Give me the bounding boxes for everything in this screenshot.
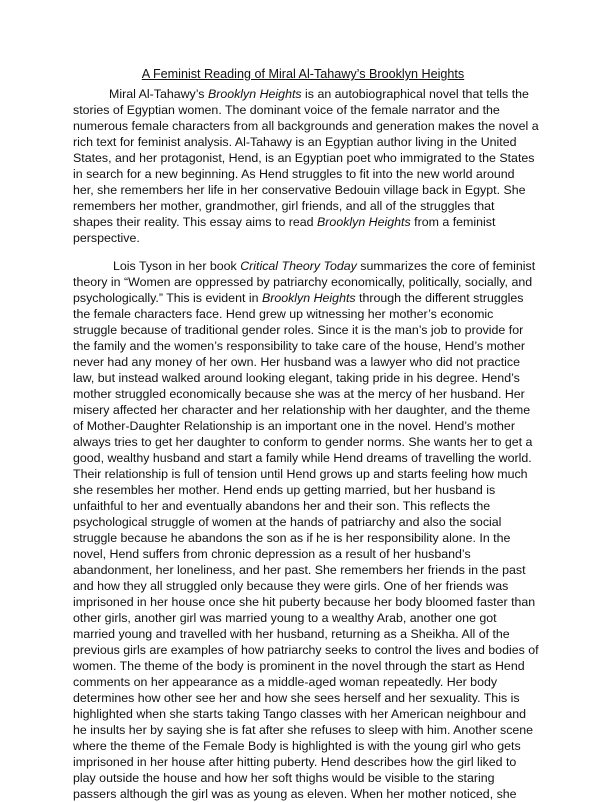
paragraph-2-line bbox=[73, 290, 606, 306]
paragraph-2-line: play outside the house and how her soft thighs would be visible to the staring bbox=[73, 771, 495, 785]
paragraph-2-line bbox=[73, 258, 606, 274]
paragraph-2-line: always tries to get her daughter to conform to gender norms. She wants her to get a bbox=[73, 435, 533, 449]
paragraph-2-line: theory in “Women are oppressed by patriarchy economically, politically, socially, and bbox=[73, 275, 533, 289]
paragraph-1-line bbox=[73, 86, 606, 102]
paragraph-2-line: highlighted when she starts taking Tango classes with her American neighbour and bbox=[73, 707, 526, 721]
text-span: psychologically.” This is evident in bbox=[73, 291, 262, 305]
paragraph-1-line: stories of Egyptian women. The dominant voice of the female narrator and the bbox=[73, 103, 500, 117]
paragraph-2-line: the family and the women’s responsibility to take care of the house, Hend’s mother bbox=[73, 339, 526, 353]
paragraph-1-line: States, and her protagonist, Hend, is an Egyptian poet who immigrated to the States bbox=[73, 151, 535, 165]
paragraph-2-line: other girls, another girl was married young to a wealthy Arab, another one got bbox=[73, 611, 497, 625]
paragraph-2-line: she resembles her mother. Hend ends up getting married, but her husband is bbox=[73, 483, 496, 497]
paragraph-2-line: and how they all struggled only because they were girls. One of her friends was bbox=[73, 579, 509, 593]
paragraph-2-line: imprisoned in her house after hitting puberty. Hend describes how the girl liked to bbox=[73, 755, 517, 769]
paragraph-2-line: he insults her by saying she is fat after she refuses to sleep with him. Another scene bbox=[73, 723, 534, 737]
paragraph-1-line: perspective. bbox=[73, 231, 140, 245]
paragraph-2-line: unfaithful to her and eventually abandons her and their son. This reflects the bbox=[73, 499, 491, 513]
paragraph-1-line: numerous female characters from all backgrounds and generation makes the novel a bbox=[73, 119, 539, 133]
paragraph-2-line: novel, Hend suffers from chronic depression as a result of her husband’s bbox=[73, 547, 471, 561]
document-title: A Feminist Reading of Miral Al-Tahawy’s Brooklyn Heights bbox=[141, 67, 465, 81]
text-span: Lois Tyson in her book bbox=[113, 259, 241, 273]
paragraph-2-line: women. The theme of the body is prominent in the novel through the start as Hend bbox=[73, 659, 525, 673]
book-title-italic: Brooklyn Heights bbox=[207, 87, 302, 101]
text-span: shapes their reality. This essay aims to read bbox=[73, 215, 318, 229]
paragraph-2-line: previous girls are examples of how patriarchy seeks to control the lives and bodies of bbox=[73, 643, 539, 657]
book-title-italic: Brooklyn Heights bbox=[261, 291, 356, 305]
book-title-italic: Brooklyn Heights bbox=[317, 215, 411, 229]
paragraph-2-line: never had any money of her own. Her husband was a lawyer who did not practice bbox=[73, 355, 521, 369]
paragraph-gap bbox=[73, 246, 606, 258]
text-span: is an autobiographical novel that tells the bbox=[301, 87, 529, 101]
paragraph-2-line: good, wealthy husband and start a family while Hend dreams of travelling the world. bbox=[73, 451, 532, 465]
paragraph-2-line: struggle because of traditional gender roles. Since it is the man’s job to provide for bbox=[73, 323, 524, 337]
paragraph-2-line: the female characters face. Hend grew up witnessing her mother’s economic bbox=[73, 307, 494, 321]
document-body bbox=[73, 86, 606, 802]
paragraph-2-line: married young and travelled with her husband, returning as a Sheikha. All of the bbox=[73, 627, 510, 641]
paragraph-1-line: remembers her mother, grandmother, girl friends, and all of the struggles that bbox=[73, 199, 495, 213]
text-span: from a feminist bbox=[410, 215, 496, 229]
paragraph-1-line bbox=[73, 214, 606, 230]
text-span: through the different struggles bbox=[355, 291, 524, 305]
paragraph-2-line: imprisoned in her house once she hit puberty because her body bloomed faster than bbox=[73, 595, 536, 609]
book-title-italic: Critical Theory Today bbox=[240, 259, 357, 273]
paragraph-1-line: rich text for feminist analysis. Al-Tahawy is an Egyptian author living in the United bbox=[73, 135, 517, 149]
paragraph-2-line: abandonment, her loneliness, and her past. She remembers her friends in the past bbox=[73, 563, 526, 577]
paragraph-2-line: of Mother-Daughter Relationship is an important one in the novel. Hend’s mother bbox=[73, 419, 515, 433]
paragraph-2-line: where the theme of the Female Body is highlighted is with the young girl who gets bbox=[73, 739, 521, 753]
paragraph-2-line: passers although the girl was as young as eleven. When her mother noticed, she bbox=[73, 787, 517, 801]
paragraph-1-line: in search for a new beginning. As Hend struggles to fit into the new world around bbox=[73, 167, 515, 181]
paragraph-1-line: her, she remembers her life in her conservative Bedouin village back in Egypt. She bbox=[73, 183, 526, 197]
paragraph-2-line: comments on her appearance as a middle-aged woman repeatedly. Her body bbox=[73, 675, 498, 689]
paragraph-2-line: misery affected her character and her relationship with her daughter, and the theme bbox=[73, 403, 531, 417]
paragraph-2-line: psychological struggle of women at the hands of patriarchy and also the social bbox=[73, 515, 502, 529]
paragraph-2-line: mother struggled economically because she was at the mercy of her husband. Her bbox=[73, 387, 525, 401]
paragraph-2-line: Their relationship is full of tension until Hend grows up and starts feeling how much bbox=[73, 467, 528, 481]
paragraph-2-line: law, but instead walked around looking elegant, taking pride in his degree. Hend’s bbox=[73, 371, 520, 385]
paragraph-2-line: struggle because he abandons the son as if he is her responsibility alone. In the bbox=[73, 531, 511, 545]
text-span: summarizes the core of feminist bbox=[356, 259, 536, 273]
paragraph-2-line: determines how other see her and how she sees herself and her sexuality. This is bbox=[73, 691, 520, 705]
text-span: Miral Al-Tahawy’s bbox=[109, 87, 208, 101]
